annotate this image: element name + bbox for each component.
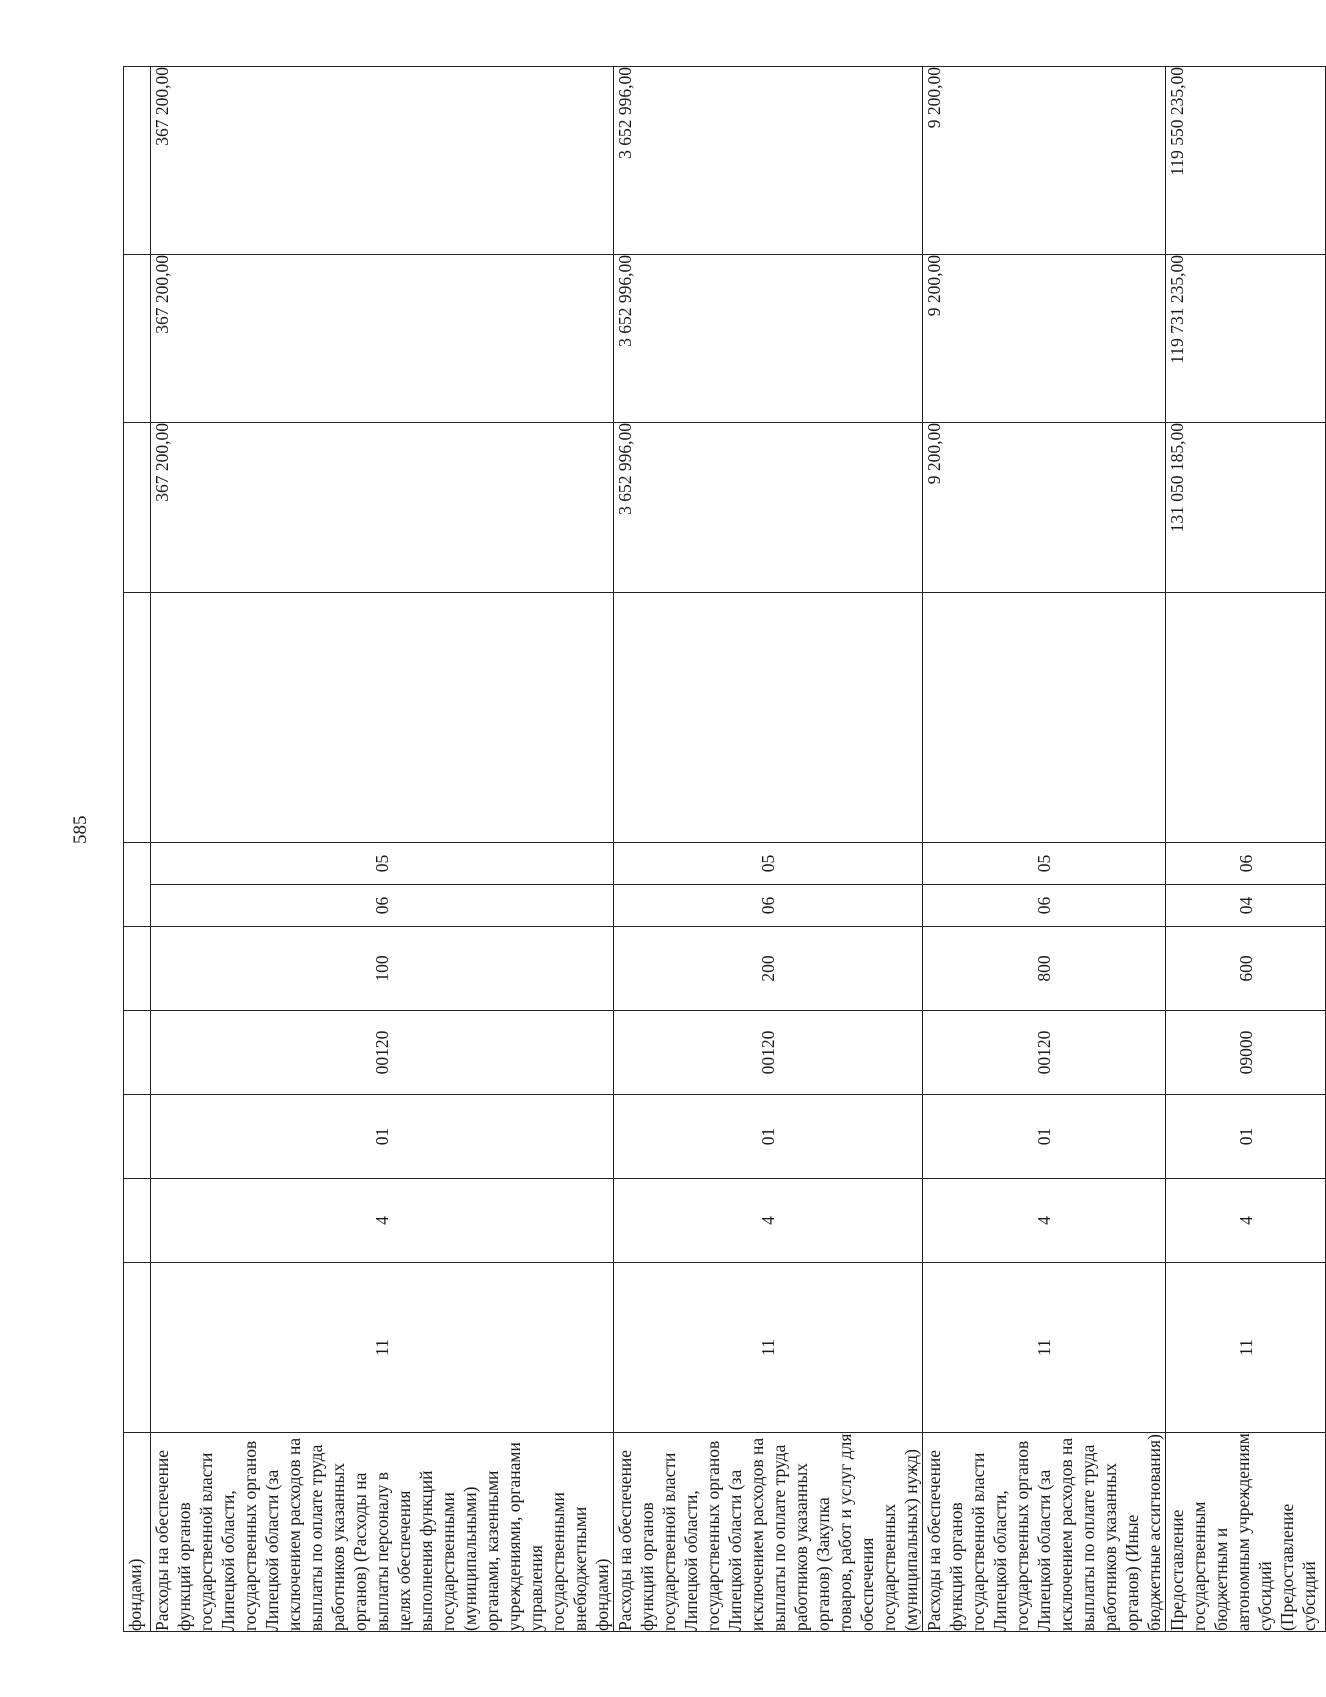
split-code-cell [923, 843, 1166, 927]
code-cell: 00120 [614, 1011, 923, 1095]
table-row [614, 67, 923, 1632]
description-cell: фондами) [124, 1433, 151, 1632]
rotated-page-content [123, 67, 1319, 1632]
code-cell: 4 [923, 1179, 1166, 1263]
code-cell: 06 [1034, 896, 1054, 915]
amount-cell: 367 200,00 [151, 423, 614, 593]
code-cell: 600 [1166, 927, 1326, 1011]
page-number: 585 [70, 815, 91, 844]
code-cell: 01 [614, 1095, 923, 1179]
code-cell: 06 [372, 896, 392, 915]
code-cell: 4 [614, 1179, 923, 1263]
code-cell: 11 [923, 1263, 1166, 1433]
code-cell: 00120 [151, 1011, 614, 1095]
code-cell: 09000 [1166, 1011, 1326, 1095]
amount-cell: 9 200,00 [923, 423, 1166, 593]
table-row [151, 67, 614, 1632]
code-cell: 01 [1166, 1095, 1326, 1179]
code-cell: 01 [151, 1095, 614, 1179]
amount-cell: 9 200,00 [923, 255, 1166, 423]
split-code-cell [1166, 843, 1326, 927]
code-cell: 05 [923, 843, 1165, 885]
code-cell: 06 [1166, 843, 1325, 885]
code-cell: 100 [151, 927, 614, 1011]
amount-cell: 119 731 235,00 [1166, 255, 1326, 423]
code-cell: 200 [614, 927, 923, 1011]
description-cell: Расходы на обеспечение функций органов государственной власти Липецкой области, государственных органов Липецкой области (за исключением расходов на выплаты по оплате труда работников указанных органов) (Расходы на выплаты персоналу в целях обеспечения выполнения функций государственными (муниципальными) органами, казенными учреждениями, органами управления государственными внебюджетными фондами) [151, 1433, 614, 1632]
amount-cell: 367 200,00 [151, 255, 614, 423]
amount-cell: 3 652 996,00 [614, 67, 923, 255]
amount-cell: 367 200,00 [151, 67, 614, 255]
code-cell: 01 [923, 1095, 1166, 1179]
code-cell: 00120 [923, 1011, 1166, 1095]
code-cell: 05 [614, 843, 922, 885]
code-cell: 4 [1166, 1179, 1326, 1263]
table-row [1166, 67, 1326, 1632]
amount-cell: 3 652 996,00 [614, 255, 923, 423]
amount-cell: 3 652 996,00 [614, 423, 923, 593]
table-row [923, 67, 1166, 1632]
code-cell: 11 [1166, 1263, 1326, 1433]
code-cell: 04 [1235, 896, 1256, 915]
code-cell: 05 [151, 843, 613, 885]
budget-table [123, 66, 1326, 1632]
description-cell: Предоставление государственным бюджетным и автономным учреждениям субсидий (Предоставление субсидий [1166, 1433, 1326, 1632]
table-row [124, 67, 151, 1632]
code-cell: 4 [151, 1179, 614, 1263]
split-code-cell [614, 843, 923, 927]
code-cell: 800 [923, 927, 1166, 1011]
amount-cell: 119 550 235,00 [1166, 67, 1326, 255]
split-code-cell [151, 843, 614, 927]
amount-cell: 9 200,00 [923, 67, 1166, 255]
description-cell: Расходы на обеспечение функций органов государственной власти Липецкой области, государственных органов Липецкой области (за исключением расходов на выплаты по оплате труда работников указанных органов) (Закупка товаров, работ и услуг для обеспечения государственных (муниципальных) нужд) [615, 1433, 921, 1631]
code-cell: 06 [758, 896, 778, 915]
amount-cell: 131 050 185,00 [1166, 423, 1326, 593]
code-cell: 11 [151, 1263, 614, 1433]
code-cell: 11 [614, 1263, 923, 1433]
description-cell: Расходы на обеспечение функций органов государственной власти Липецкой области, государственных органов Липецкой области (за исключением расходов на выплаты по оплате труда работников указанных органов) (Иные бюджетные ассигнования) [924, 1434, 1164, 1631]
